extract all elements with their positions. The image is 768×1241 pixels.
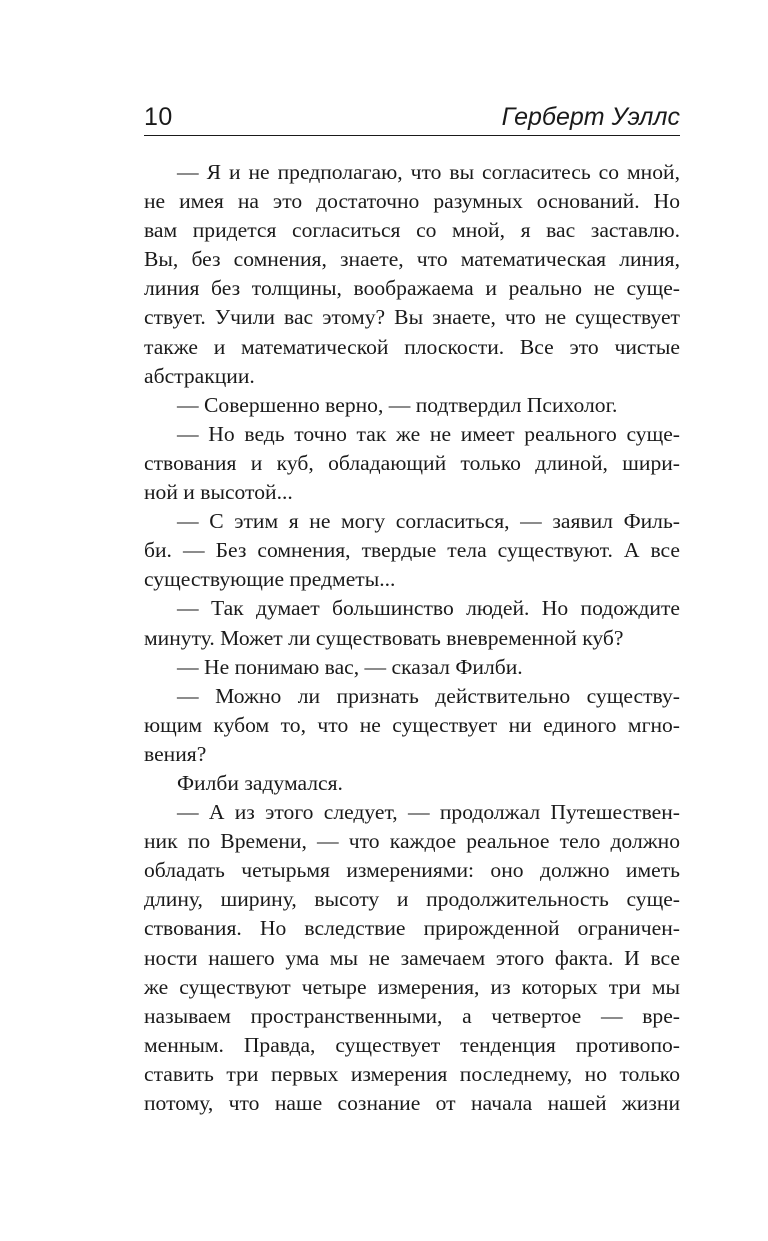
text-line: абстракции. bbox=[144, 363, 255, 388]
body-text bbox=[144, 158, 680, 1118]
running-title: Герберт Уэллс bbox=[501, 103, 680, 131]
text-line: ности нашего ума мы не замечаем этого факта. И все bbox=[144, 945, 680, 970]
text-line: — А из этого следует, — продолжал Путешествен- bbox=[177, 800, 680, 825]
text-line: также и математической плоскости. Все это чистые bbox=[144, 334, 680, 359]
text-line: потому, что наше сознание от начала нашей жизни bbox=[144, 1091, 680, 1115]
text-line: ющим кубом то, что не существует ни единого мгно- bbox=[144, 712, 680, 737]
text-line: минуту. Может ли существовать вневременной куб? bbox=[144, 625, 624, 650]
text-line: существующие предметы... bbox=[144, 567, 396, 592]
text-line: ствования и куб, обладающий только длиной, шири- bbox=[144, 450, 680, 475]
text-line: — Я и не предполагаю, что вы согласитесь со мной, bbox=[177, 160, 680, 184]
text-line: — Можно ли признать действительно существу- bbox=[177, 683, 680, 708]
text-line: — Но ведь точно так же не имеет реального суще- bbox=[177, 421, 680, 446]
text-line: ник по Времени, — что каждое реальное тело должно bbox=[144, 829, 680, 854]
text-line: ной и высотой... bbox=[144, 480, 293, 505]
text-line: би. — Без сомнения, твердые тела существуют. А все bbox=[144, 538, 680, 563]
text-line: менным. Правда, существует тенденция противопо- bbox=[144, 1032, 680, 1057]
text-line: называем пространственными, а четвертое — вре- bbox=[144, 1003, 680, 1028]
text-line: ставить три первых измерения последнему, но только bbox=[144, 1061, 680, 1086]
text-line: — С этим я не могу согласиться, — заявил Филь- bbox=[177, 509, 680, 534]
page-header bbox=[144, 100, 680, 134]
header-rule bbox=[144, 135, 680, 136]
text-line: обладать четырьмя измерениями: оно должно иметь bbox=[144, 858, 680, 883]
text-line: не имея на это достаточно разумных оснований. Но bbox=[144, 189, 680, 214]
text-line: же существуют четыре измерения, из которых три мы bbox=[144, 974, 680, 999]
text-line: длину, ширину, высоту и продолжительность суще- bbox=[144, 887, 680, 912]
text-line: Вы, без сомнения, знаете, что математическая линия, bbox=[144, 247, 680, 272]
text-line: — Совершенно верно, — подтвердил Психолог. bbox=[177, 392, 618, 417]
text-line: ствования. Но вследствие прирожденной ограничен- bbox=[144, 916, 680, 941]
text-line: — Не понимаю вас, — сказал Филби. bbox=[177, 654, 523, 679]
text-line: — Так думает большинство людей. Но подождите bbox=[177, 596, 680, 621]
text-line: линия без толщины, воображаема и реально не суще- bbox=[144, 276, 680, 301]
text-line: Филби задумался. bbox=[177, 770, 343, 795]
page-number: 10 bbox=[144, 103, 173, 131]
text-line: ствует. Учили вас этому? Вы знаете, что не существует bbox=[144, 305, 680, 330]
text-line: вам придется согласиться со мной, я вас заставлю. bbox=[144, 218, 680, 243]
text-line: вения? bbox=[144, 741, 207, 766]
